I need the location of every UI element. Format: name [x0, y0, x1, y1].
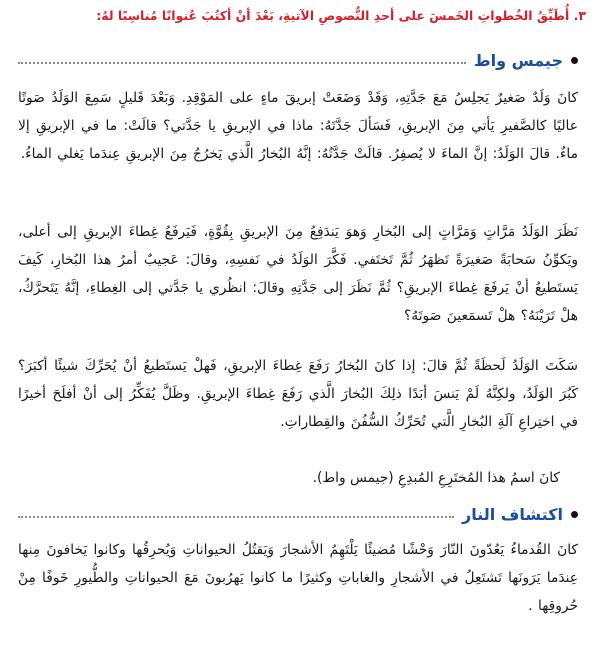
- section-header-james-watt: [18, 48, 578, 72]
- title-dotted-line: [18, 62, 466, 64]
- paragraph-text: سَكَتَ الوَلَدُ لَحظَةً ثُمَّ قالَ: إذا كانَ البُخارُ رَفَعَ غِطاءَ الإبريقِ، فَهلْ يَستَطيعُ أنْ يُحَرِّكَ شيئًا أكبَرَ؟ كَبُرَ الوَلَدُ، ولكِنَّهُ لَمْ يَنسَ أبَدًا ذلِكَ البُخارَ الَّذي رَفَعَ غِطاءَ الإبريقِ. وظَلَّ يُفَكِّرُ إلى أنْ أفلَحَ أخيرًا في اختِراعِ آلَةِ البُخارِ الَّتي تُحَرِّكُ السُّفُنَ والقِطاراتِ.: [18, 358, 578, 430]
- paragraph-text: نَظَرَ الوَلَدُ مَرَّاتٍ وَمَرَّاتٍ إلى البُخارِ وَهوَ يَندَفِعُ مِنَ الإبريقِ بِقُوَّةٍ، فَيَرفَعُ غِطاءَ الإبريقِ إلى أعلى، ويَكوِّنُ سَحابَةً صَغيرَةً تَظهَرُ ثُمَّ تَختَفي. فَكَّرَ الوَلَدُ في نَفسِهِ، وقالَ: عَجيبٌ أمرُ هذا البُخارِ، كَيفَ يَستَطيعُ أنْ يَرفَعَ غِطاءَ الإبريقِ؟ ثُمَّ نَظَرَ إلى جَدَّتِهِ وقالَ: انظُري يا جَدَّتي إلى الغِطاءِ، إنَّهُ يَتَحرَّكُ، هلْ تَرَيْنَهُ؟ هلْ تَسمَعينَ صَوتَهُ؟: [18, 224, 578, 324]
- paragraph: [18, 536, 578, 620]
- closing-sentence: كانَ اسمُ هذا المُختَرِعِ المُبدِعِ (جيمس واط).: [312, 470, 560, 486]
- paragraph: [18, 218, 578, 330]
- paragraph-text: كانَ وَلَدٌ صَغيرٌ يَجلِسُ مَعَ جَدَّتِهِ، وَقَدْ وَضَعَتْ إبريقَ ماءٍ على المَوْقِدِ. وَبَعْدَ قَليلٍ سَمِعَ الوَلَدُ صَوتًا عاليًا كالصَّفيرِ يَأتي مِنَ الإبريقِ، فَسَألَ جَدَّتَهُ: ماذا في الإبريقِ يا جَدَّتي؟ قالَتْ: ما في الإبريقِ إلا ماءٌ. قالَ الوَلَدُ: إنَّ الماءَ لا يُصفِرُ. قالَتْ جَدَّتُهُ: إنَّهُ البُخارُ الَّذي يَخرُجُ مِنَ الإبريقِ عِندَما يَغلي الماءُ.: [18, 90, 578, 162]
- paragraph-text: كانَ القُدماءُ يَعُدّونَ النّارَ وَحْشًا مُضيئًا يَلْتَهِمُ الأشجارَ وَيَقتُلُ الحيواناتِ وَيُحرِقُها وكانوا يَخافونَ مِنها عِندَما يَرَونَها تَشتَعِلُ في الأشجارِ والغاباتِ وكثيرًا ما كانوا يَهرُبونَ مَعَ الحيواناتِ والطُّيورِ خَوفًا مِنْ حُروقِها .: [18, 542, 578, 614]
- section-title: اكتشاف النار: [461, 504, 563, 524]
- section-header-discovering-fire: [18, 502, 578, 526]
- exercise-instruction: ٣. أُطَبِّقُ الخُطواتِ الخَمسَ على أحدِ النُّصوصِ الآتيةِ، بَعْدَ أنْ أكتُبَ عُنوانًا مُناسِبًا لهُ:: [96, 8, 586, 23]
- section-title: جيمس واط: [473, 50, 563, 70]
- bullet-icon: [571, 511, 578, 518]
- bullet-icon: [571, 57, 578, 64]
- title-dotted-line: [18, 516, 454, 518]
- paragraph: [18, 352, 578, 436]
- paragraph: [18, 84, 578, 168]
